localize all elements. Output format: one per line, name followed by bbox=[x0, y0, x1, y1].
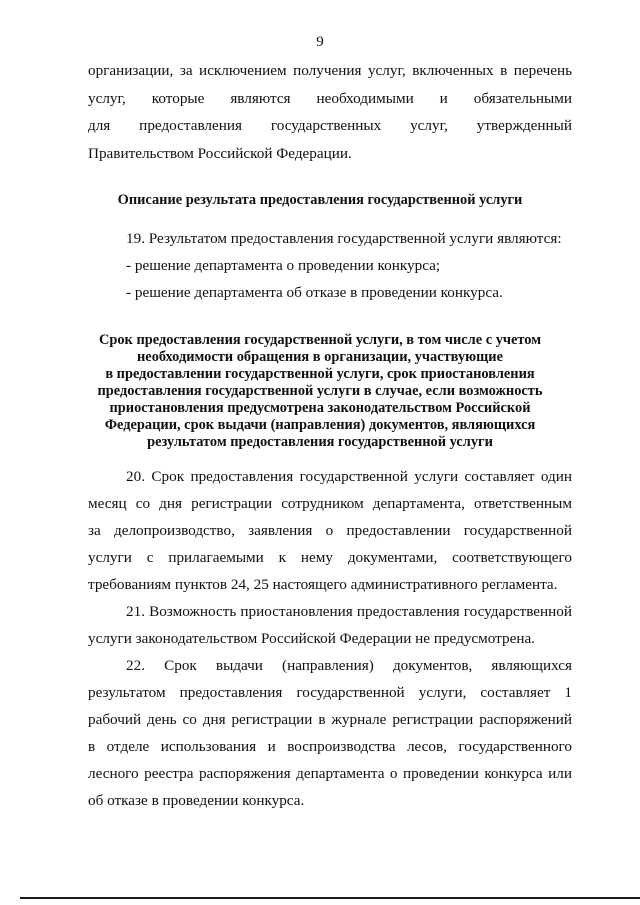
list-item: - решение департамента об отказе в проведении конкурса. bbox=[126, 284, 503, 301]
paragraph-line: Правительством Российской Федерации. bbox=[88, 145, 352, 162]
item-20-line: требованиям пунктов 24, 25 настоящего административного регламента. bbox=[88, 576, 558, 593]
section-heading-term-line: приостановления предусмотрена законодательством Российской bbox=[109, 400, 531, 416]
item-20-line: месяц со дня регистрации сотрудником департамента, ответственным bbox=[88, 495, 572, 512]
section-heading-term-line: Федерации, срок выдачи (направления) документов, являющихся bbox=[104, 417, 536, 433]
item-22-line: в отделе использования и воспроизводства лесов, государственного bbox=[88, 738, 572, 755]
paragraph-line: услуг, которые являются необходимыми и обязательными bbox=[88, 90, 572, 107]
item-22-line: об отказе в проведении конкурса. bbox=[88, 792, 305, 809]
item-21-line: услуги законодательством Российской Федерации не предусмотрена. bbox=[88, 630, 535, 647]
paragraph-line: для предоставления государственных услуг, утвержденный bbox=[88, 117, 572, 134]
item-20-line: 20. Срок предоставления государственной услуги составляет один bbox=[126, 468, 572, 485]
scan-bottom-edge bbox=[20, 897, 640, 899]
section-heading-term-line: необходимости обращения в организации, участвующие bbox=[137, 349, 503, 365]
item-22-line: 22. Срок выдачи (направления) документов, являющихся bbox=[126, 657, 572, 674]
list-item: - решение департамента о проведении конкурса; bbox=[126, 257, 441, 274]
item-22-line: лесного реестра распоряжения департамента о проведении конкурса или bbox=[88, 765, 572, 782]
section-heading-term-line: в предоставлении государственной услуги, срок приостановления bbox=[105, 366, 535, 382]
section-heading-result: Описание результата предоставления государственной услуги bbox=[117, 192, 523, 208]
item-21-line: 21. Возможность приостановления предоставления государственной bbox=[126, 603, 572, 620]
item-20-line: услуги с прилагаемыми к нему документами, соответствующего bbox=[88, 549, 572, 566]
item-19-line: 19. Результатом предоставления государственной услуги являются: bbox=[126, 230, 562, 247]
section-heading-term-line: Срок предоставления государственной услуги, в том числе с учетом bbox=[98, 332, 542, 348]
paragraph-line: организации, за исключением получения услуг, включенных в перечень bbox=[88, 62, 572, 79]
section-heading-term-line: предоставления государственной услуги в случае, если возможность bbox=[97, 383, 543, 399]
item-20-line: за делопроизводство, заявления о предоставлении государственной bbox=[88, 522, 572, 539]
item-22-line: рабочий день со дня регистрации в журнале регистрации распоряжений bbox=[88, 711, 572, 728]
item-22-line: результатом предоставления государственной услуги, составляет 1 bbox=[88, 684, 572, 701]
page-number: 9 bbox=[316, 34, 324, 50]
section-heading-term-line: результатом предоставления государственной услуги bbox=[147, 434, 493, 450]
